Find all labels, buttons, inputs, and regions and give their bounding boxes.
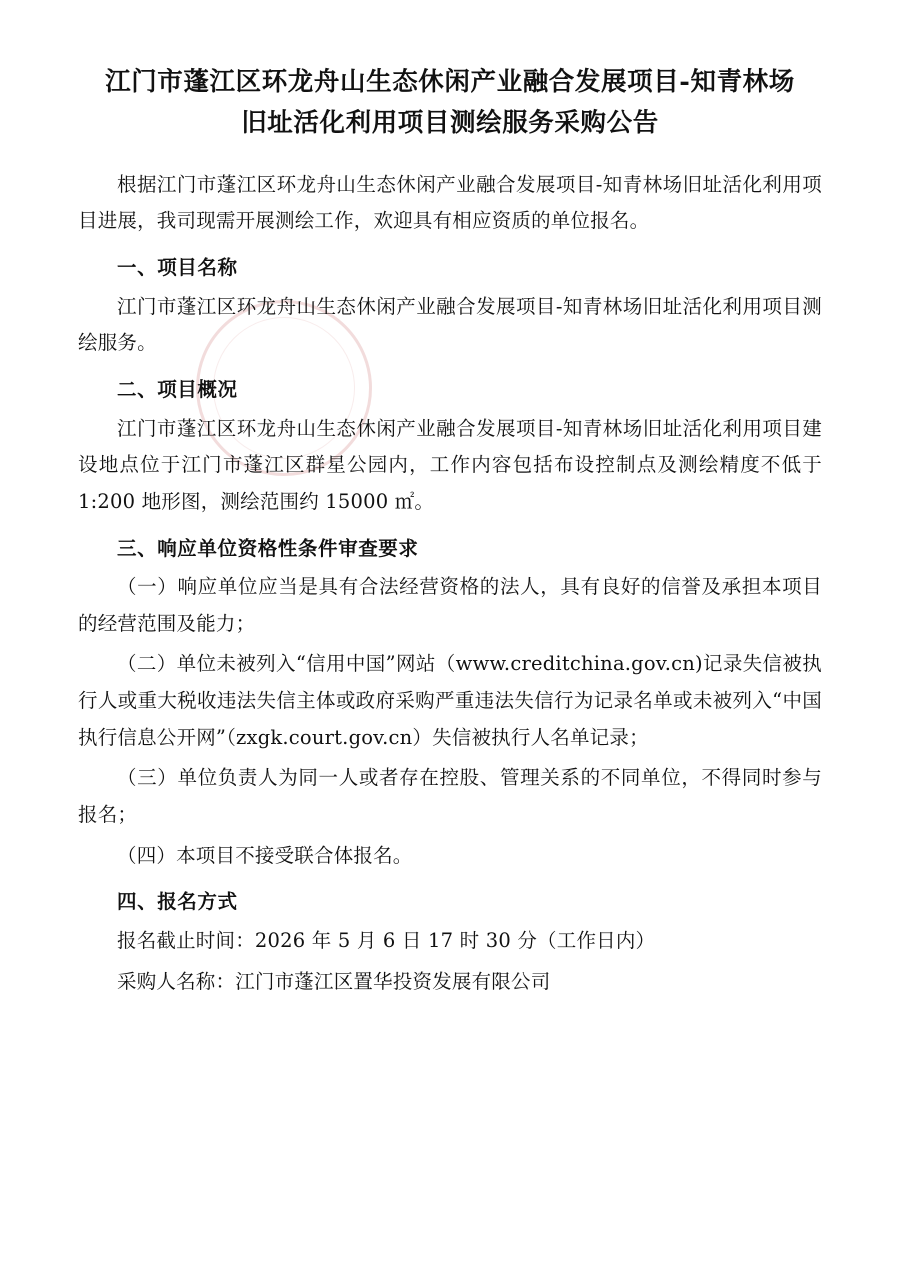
intro-paragraph: 根据江门市蓬江区环龙舟山生态休闲产业融合发展项目-知青林场旧址活化利用项目进展，我司现需开展测绘工作，欢迎具有相应资质的单位报名。 [78,172,822,233]
section-heading-1: 一、项目名称 [117,255,238,279]
section-3-paragraph-3: （三）单位负责人为同一人或者存在控股、管理关系的不同单位，不得同时参与报名； [78,766,822,827]
page-title-line-1: 江门市蓬江区环龙舟山生态休闲产业融合发展项目-知青林场 [105,67,795,97]
section-3-paragraph-2: （二）单位未被列入“信用中国”网站（www.creditchina.gov.cn)记录失信被执行人或重大税收违法失信主体或政府采购严重违法失信行为记录名单或未被列入“中国执行信息公开网”（zxgk.court.gov.cn）失信被执行人名单记录； [78,652,822,749]
section-3-paragraph-4: （四）本项目不接受联合体报名。 [117,843,413,867]
section-3-paragraph-1: （一）响应单位应当是具有合法经营资格的法人，具有良好的信誉及承担本项目的经营范围及能力； [78,575,822,635]
document-body [78,62,822,1000]
section-2-paragraph-1: 江门市蓬江区环龙舟山生态休闲产业融合发展项目-知青林场旧址活化利用项目建设地点位于江门市蓬江区群星公园内，工作内容包括布设控制点及测绘精度不低于 1:200 地形图，测绘范围约 15000 ㎡。 [78,416,822,513]
section-4-paragraph-1: 报名截止时间：2026 年 5 月 6 日 17 时 30 分（工作日内） [117,929,656,953]
page-title-line-2: 旧址活化利用项目测绘服务采购公告 [241,108,659,139]
section-4-paragraph-2: 采购人名称：江门市蓬江区置华投资发展有限公司 [117,969,551,993]
page-title [78,62,822,145]
section-1-paragraph-1: 江门市蓬江区环龙舟山生态休闲产业融合发展项目-知青林场旧址活化利用项目测绘服务。 [78,294,822,355]
section-heading-2: 二、项目概况 [117,377,238,401]
section-heading-4: 四、报名方式 [117,890,238,914]
section-heading-3: 三、响应单位资格性条件审查要求 [117,536,419,560]
